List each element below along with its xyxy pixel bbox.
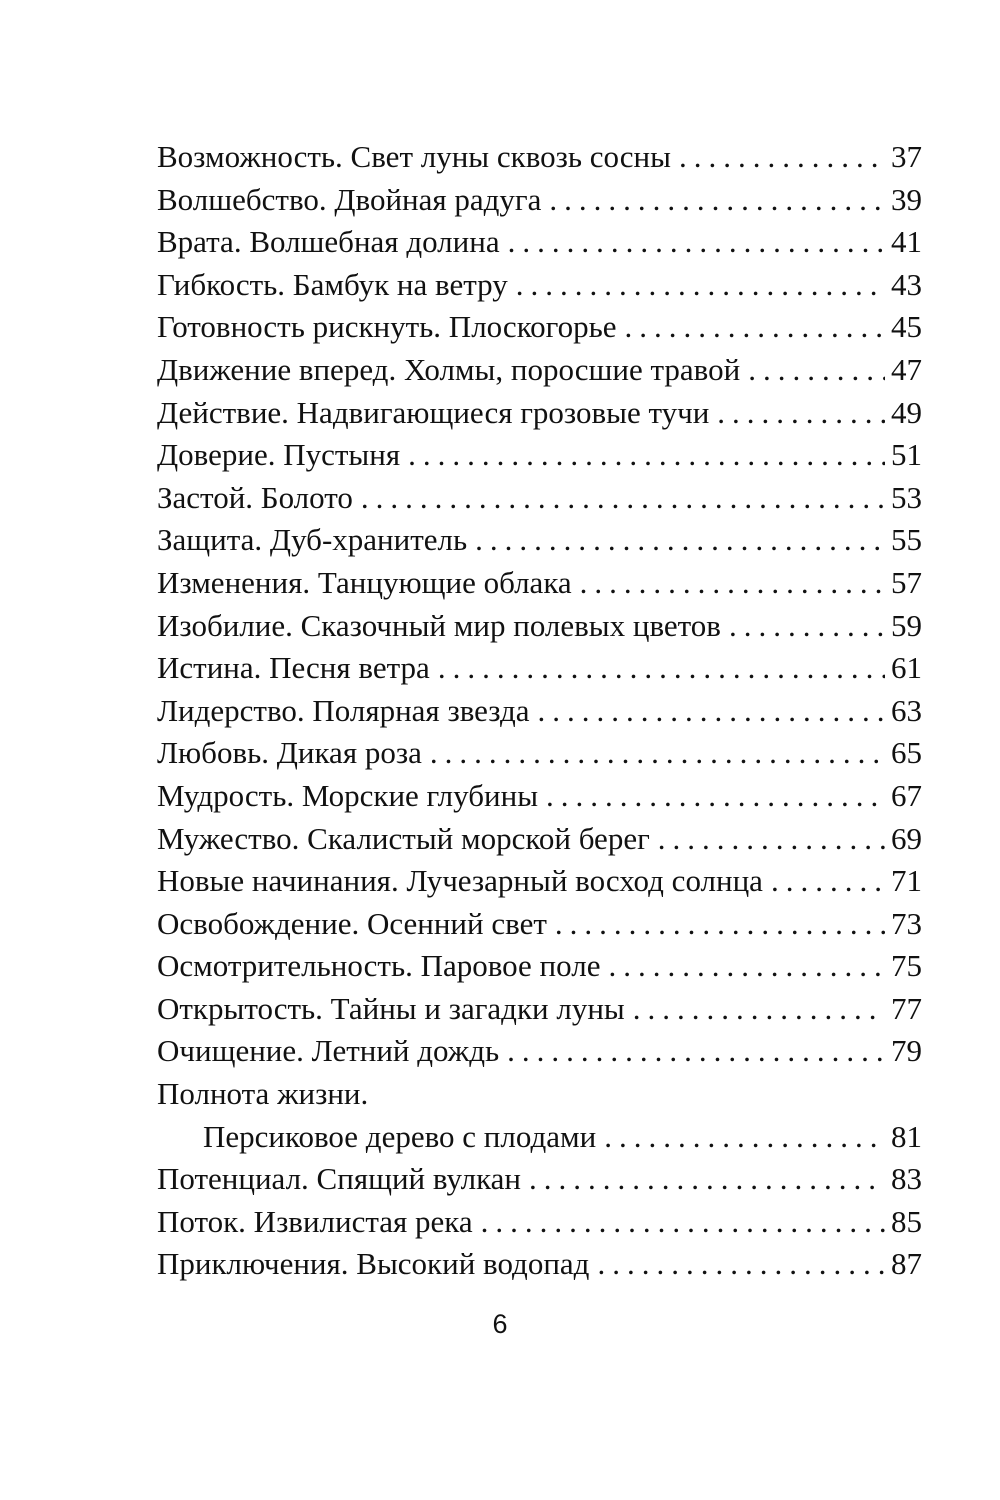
toc-entry-title: Действие. Надвигающиеся грозовые тучи (157, 394, 710, 430)
toc-dot-leader (475, 519, 885, 562)
toc-entry-page: 87 (891, 1246, 922, 1282)
toc-entry (157, 349, 922, 392)
toc-entry-page: 49 (891, 394, 922, 430)
toc-dot-leader (481, 1201, 885, 1244)
toc-dot-leader (625, 306, 885, 349)
toc-entry-page: 81 (891, 1118, 922, 1154)
toc-entry-page: 53 (891, 479, 922, 515)
toc-entry (157, 1201, 922, 1244)
toc-dot-leader (580, 562, 885, 605)
toc-entry (157, 860, 922, 903)
page-number: 6 (492, 1309, 508, 1339)
toc-entry (157, 647, 922, 690)
toc-entry-title: Изменения. Танцующие облака (157, 564, 572, 600)
toc-entry-page: 85 (891, 1203, 922, 1239)
toc-entry-page: 75 (891, 948, 922, 984)
toc-entry (157, 988, 922, 1031)
toc-dot-leader (658, 818, 885, 861)
toc-dot-leader (508, 221, 885, 264)
toc-dot-leader (408, 434, 885, 477)
toc-entry-page: 65 (891, 735, 922, 771)
toc-entry-title: Мудрость. Морские глубины (157, 777, 539, 813)
toc-dot-leader (729, 605, 885, 648)
toc-entry (157, 818, 922, 861)
toc-dot-leader (507, 1030, 885, 1073)
toc-entry-page: 59 (891, 607, 922, 643)
toc-dot-leader (516, 264, 885, 307)
toc-entry (157, 1243, 922, 1286)
toc-entry-title: Мужество. Скалистый морской берег (157, 820, 650, 856)
toc-entry-title: Любовь. Дикая роза (157, 735, 422, 771)
toc-entry-page: 39 (891, 181, 922, 217)
toc-entry-title: Гибкость. Бамбук на ветру (157, 266, 508, 302)
toc-entry-title: Приключения. Высокий водопад (157, 1246, 590, 1282)
toc-entry (157, 945, 922, 988)
toc-entry (157, 136, 922, 179)
toc-entry (157, 562, 922, 605)
toc-dot-leader (679, 136, 885, 179)
toc-entry-title: Потенциал. Спящий вулкан (157, 1161, 522, 1197)
toc-entry (157, 392, 922, 435)
toc-dot-leader (608, 945, 885, 988)
toc-entry-title: Застой. Болото (157, 479, 353, 515)
toc-entry (157, 690, 922, 733)
toc-entry-page: 77 (891, 990, 922, 1026)
toc-entry-title: Освобождение. Осенний свет (157, 905, 547, 941)
toc-entry-title: Лидерство. Полярная звезда (157, 692, 530, 728)
toc-dot-leader (633, 988, 885, 1031)
toc-dot-leader (771, 860, 885, 903)
toc-entry-title: Поток. Извилистая река (157, 1203, 473, 1239)
toc-entry-title: Осмотрительность. Паровое поле (157, 948, 601, 984)
toc-dot-leader (717, 392, 885, 435)
toc-entry-page: 51 (891, 437, 922, 473)
toc-entry-page: 71 (891, 863, 922, 899)
toc-entry-title: Новые начинания. Лучезарный восход солнца (157, 863, 763, 899)
toc-entry-heading (157, 1073, 922, 1116)
toc-entry-title: Доверие. Пустыня (157, 437, 401, 473)
toc-entry-page: 47 (891, 351, 922, 387)
toc-entry-title: Движение вперед. Холмы, поросшие травой (157, 351, 741, 387)
toc-dot-leader (430, 732, 885, 775)
toc-entry-title: Персиковое дерево с плодами (203, 1118, 597, 1154)
toc-entry-page: 61 (891, 650, 922, 686)
toc-entry-page: 37 (891, 139, 922, 174)
toc-entry-title: Открытость. Тайны и загадки луны (157, 990, 625, 1026)
toc-entry (157, 306, 922, 349)
toc-dot-leader (546, 775, 885, 818)
toc-entry-title: Полнота жизни. (157, 1076, 369, 1112)
toc-entry (157, 264, 922, 307)
toc-dot-leader (361, 477, 885, 520)
toc-entry (157, 179, 922, 222)
toc-dot-leader (529, 1158, 885, 1201)
toc-entry-page: 67 (891, 777, 922, 813)
toc-entry-page: 83 (891, 1161, 922, 1197)
toc-entry-title: Истина. Песня ветра (157, 650, 430, 686)
toc-entry (157, 1116, 922, 1159)
toc-entry (157, 1030, 922, 1073)
toc-dot-leader (555, 903, 885, 946)
toc-entry-page: 79 (891, 1033, 922, 1069)
toc-entry-page: 57 (891, 564, 922, 600)
toc-entry-page: 41 (891, 224, 922, 260)
toc-dot-leader (597, 1243, 885, 1286)
toc-dot-leader (604, 1116, 885, 1159)
toc-entry (157, 732, 922, 775)
toc-dot-leader (748, 349, 885, 392)
toc-entry-page: 55 (891, 522, 922, 558)
toc-entry-page: 63 (891, 692, 922, 728)
toc-entry-title: Волшебство. Двойная радуга (157, 181, 542, 217)
toc-dot-leader (438, 647, 885, 690)
toc-entry (157, 519, 922, 562)
toc-entry (157, 477, 922, 520)
toc-entry-page: 45 (891, 309, 922, 345)
toc-entry-title: Возможность. Свет луны сквозь сосны (157, 139, 671, 174)
toc-entry (157, 221, 922, 264)
toc-entry (157, 1158, 922, 1201)
toc-entry-title: Изобилие. Сказочный мир полевых цветов (157, 607, 721, 643)
toc-entry (157, 775, 922, 818)
toc-dot-leader (538, 690, 886, 733)
toc-entry (157, 434, 922, 477)
toc-entry-page: 69 (891, 820, 922, 856)
toc-entry (157, 605, 922, 648)
toc-entry-title: Готовность рискнуть. Плоскогорье (157, 309, 617, 345)
table-of-contents (157, 136, 922, 1286)
toc-entry-page: 43 (891, 266, 922, 302)
toc-entry-title: Врата. Волшебная долина (157, 224, 500, 260)
toc-entry (157, 903, 922, 946)
toc-entry-title: Защита. Дуб-хранитель (157, 522, 468, 558)
toc-entry-title: Очищение. Летний дождь (157, 1033, 500, 1069)
toc-dot-leader (549, 179, 885, 222)
toc-entry-page: 73 (891, 905, 922, 941)
